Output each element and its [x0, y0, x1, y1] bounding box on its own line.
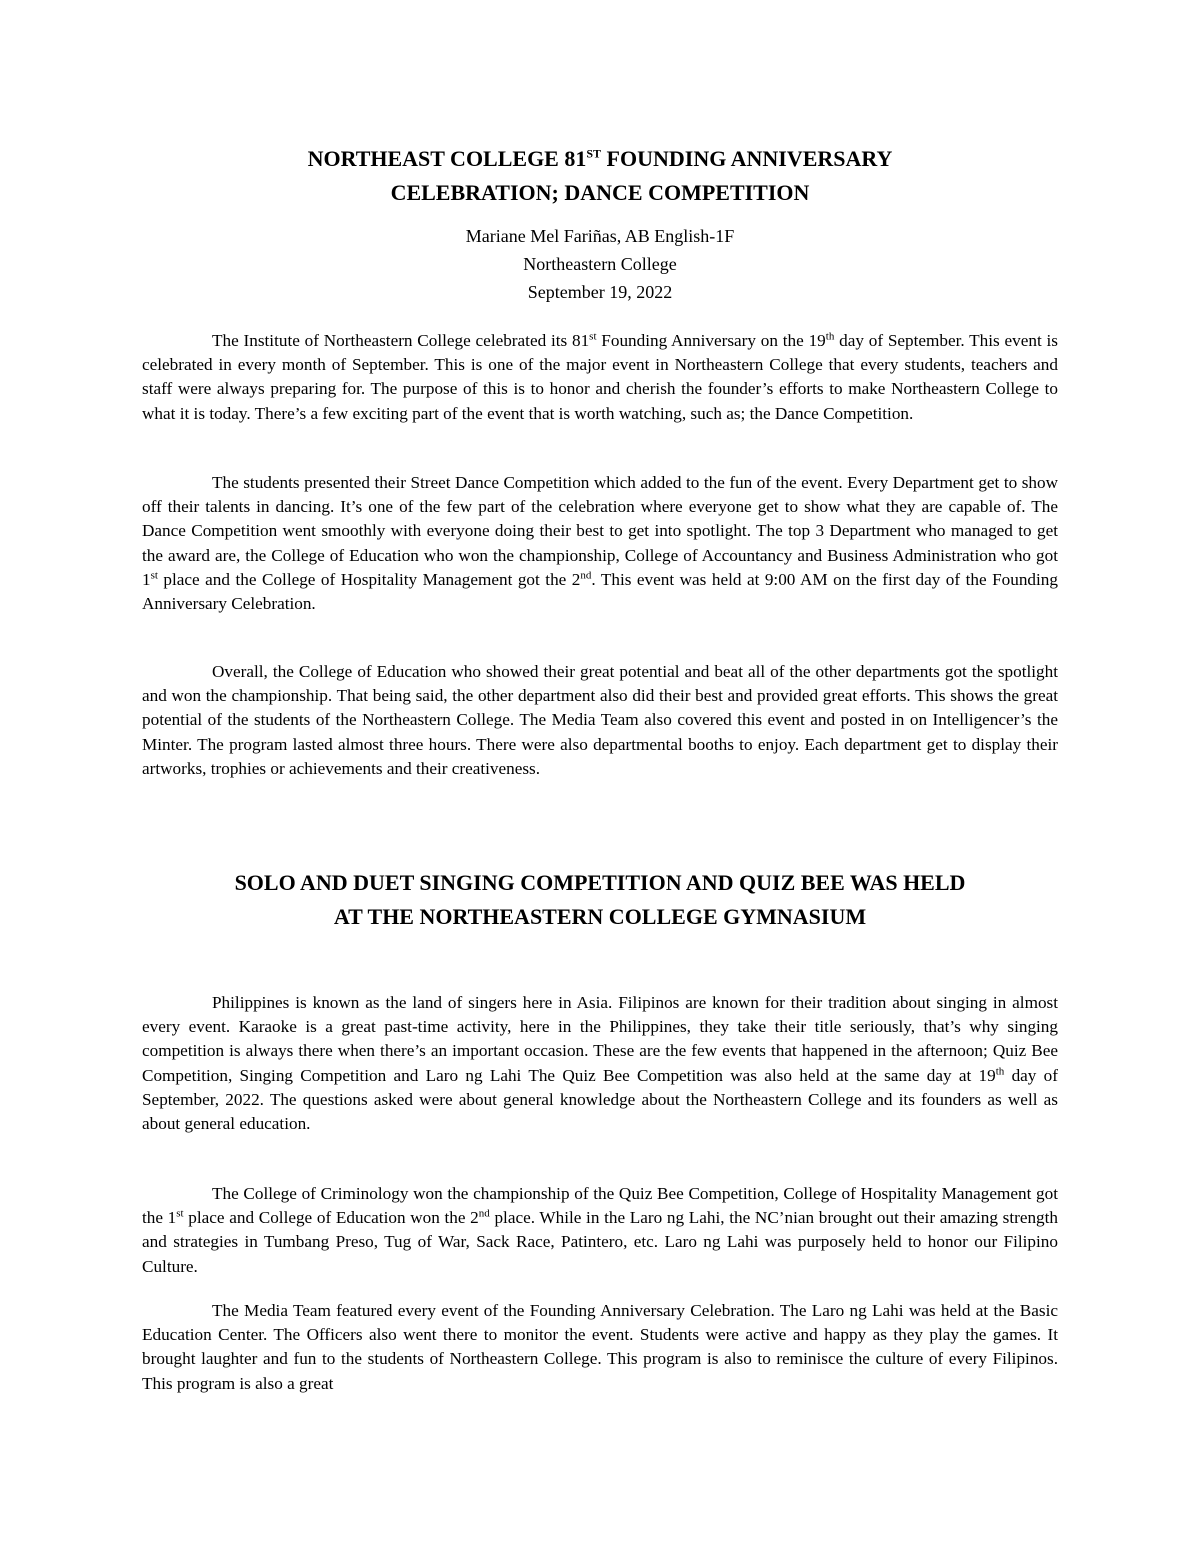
title-2-line-1: SOLO AND DUET SINGING COMPETITION AND QUIZ BEE WAS HELD	[234, 870, 966, 895]
paragraph-4: Philippines is known as the land of singers here in Asia. Filipinos are known for their tradition about singing in almost every event. Karaoke is a great past-time activity, here in the Philippines, they take their title seriously, that’s why singing competition is always there when there’s an important occasion. These are the few events that happened in the afternoon; Quiz Bee Competition, Singing Competition and Laro ng Lahi The Quiz Bee Competition was also held at the same day at 19th day of September, 2022. The questions asked were about general knowledge about the Northeastern College and its founders as well as about general education.	[142, 993, 1058, 1134]
paragraph-5: The College of Criminology won the championship of the Quiz Bee Competition, College of Hospitality Management got the 1st place and College of Education won the 2nd place. While in the Laro ng Lahi, the NC’nian brought out their amazing strength and strategies in Tumbang Preso, Tug of War, Sack Race, Patintero, etc. Laro ng Lahi was purposely held to honor our Filipino Culture.	[142, 1184, 1059, 1276]
byline-date: September 19, 2022	[527, 282, 673, 302]
title-1-line-2: CELEBRATION; DANCE COMPETITION	[390, 180, 810, 205]
byline	[142, 222, 1058, 306]
paragraph-1: The Institute of Northeastern College celebrated its 81st Founding Anniversary on the 19th day of September. This event is celebrated in every month of September. This is one of the major event in Northeastern College that every students, teachers and staff were always preparing for. The purpose of this is to honor and cherish the founder’s efforts to make Northeastern College to what it is today. There’s a few exciting part of the event that is worth watching, such as; the Dance Competition.	[142, 330, 1058, 423]
paragraph-3: Overall, the College of Education who showed their great potential and beat all of the other departments got the spotlight and won the championship. That being said, the other department also did their best and provided great efforts. This shows the great potential of the students of the Northeastern College. The Media Team also covered this event and posted in on Intelligencer’s the Minter. The program lasted almost three hours. There were also departmental booths to enjoy. Each department get to display their artworks, trophies or achievements and their creativeness.	[142, 662, 1058, 778]
paragraph-6: The Media Team featured every event of the Founding Anniversary Celebration. The Laro ng Lahi was held at the Basic Education Center. The Officers also went there to monitor the event. Students were active and happy as they play the games. It brought laughter and fun to the students of Northeastern College. This program is also to reminisce the culture of every Filipinos. This program is also a great	[142, 1301, 1058, 1393]
title-1-line-1: NORTHEAST COLLEGE 81ST FOUNDING ANNIVERSARY	[307, 146, 893, 171]
byline-author: Mariane Mel Fariñas, AB English-1F	[465, 226, 735, 246]
article-title-2	[142, 866, 1058, 934]
title-2-line-2: AT THE NORTHEASTERN COLLEGE GYMNASIUM	[333, 904, 867, 929]
paragraph-2: The students presented their Street Dance Competition which added to the fun of the event. Every Department get to show off their talents in dancing. It’s one of the few part of the celebration where everyone get to show what they are capable of. The Dance Competition went smoothly with everyone doing their best to get into spotlight. The top 3 Department who managed to get the award are, the College of Education who won the championship, College of Accountancy and Business Administration who got 1st place and the College of Hospitality Management got the 2nd. This event was held at 9:00 AM on the first day of the Founding Anniversary Celebration.	[142, 473, 1058, 614]
byline-school: Northeastern College	[523, 254, 677, 274]
article-title-1	[142, 142, 1058, 210]
